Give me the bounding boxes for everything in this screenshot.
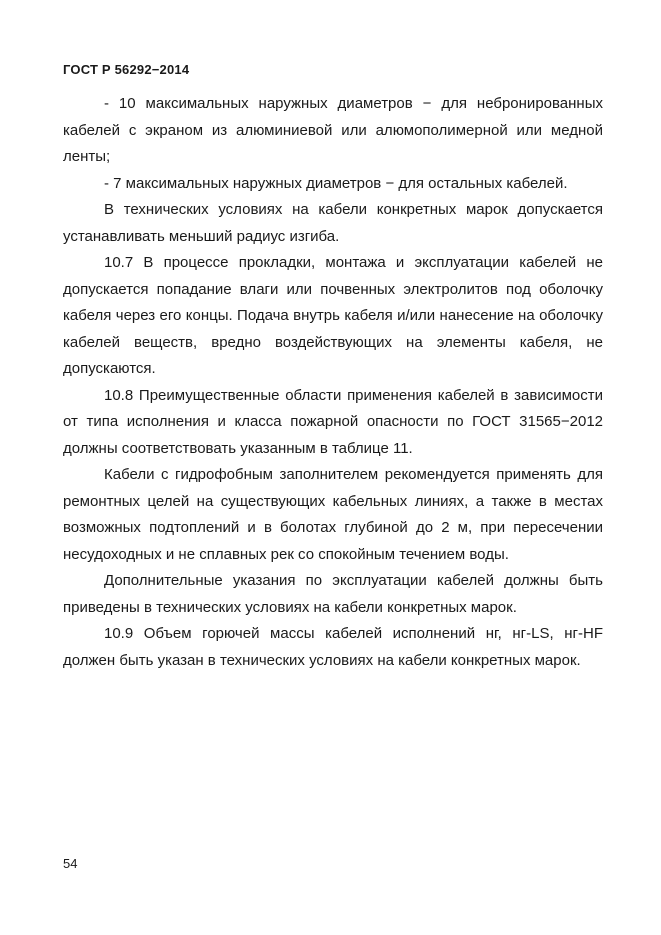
document-header: ГОСТ Р 56292−2014 <box>63 62 190 77</box>
paragraph-10-8: 10.8 Преимущественные области применения кабелей в зависимости от типа исполнения и класса пожарной опасности по ГОСТ 31565−2012 должны соответствовать указанным в таблице 11. <box>63 386 603 457</box>
paragraph-bend-radius-other: - 7 максимальных наружных диаметров − для остальных кабелей. <box>104 174 568 192</box>
paragraph-hydrophobic-cables: Кабели с гидрофобным заполнителем рекомендуется применять для ремонтных целей на существующих кабельных линиях, а также в местах возможных подтоплений и в болотах глубиной до 2 м, при пересечении несудоходных и не сплавных рек со спокойным течением воды. <box>63 466 603 563</box>
document-body <box>63 91 603 674</box>
page-number: 54 <box>63 856 78 871</box>
paragraph-technical-conditions: В технических условиях на кабели конкретных марок допускается устанавливать меньший радиус изгиба. <box>63 201 603 245</box>
paragraph-10-7: 10.7 В процессе прокладки, монтажа и эксплуатации кабелей не допускается попадание влаги или почвенных электролитов под оболочку кабеля через его концы. Подача внутрь кабеля и/или нанесение на оболочку кабелей веществ, вредно воздействующих на элементы кабеля, не допускаются. <box>63 254 603 377</box>
paragraph-10-9: 10.9 Объем горючей массы кабелей исполнений нг, нг-LS, нг-HF должен быть указан в технических условиях на кабели конкретных марок. <box>63 625 603 669</box>
paragraph-additional-instructions: Дополнительные указания по эксплуатации кабелей должны быть приведены в технических условиях на кабели конкретных марок. <box>63 572 603 616</box>
paragraph-bend-radius-screened: - 10 максимальных наружных диаметров − для небронированных кабелей с экраном из алюминиевой или алюмополимерной или медной ленты; <box>63 95 603 165</box>
